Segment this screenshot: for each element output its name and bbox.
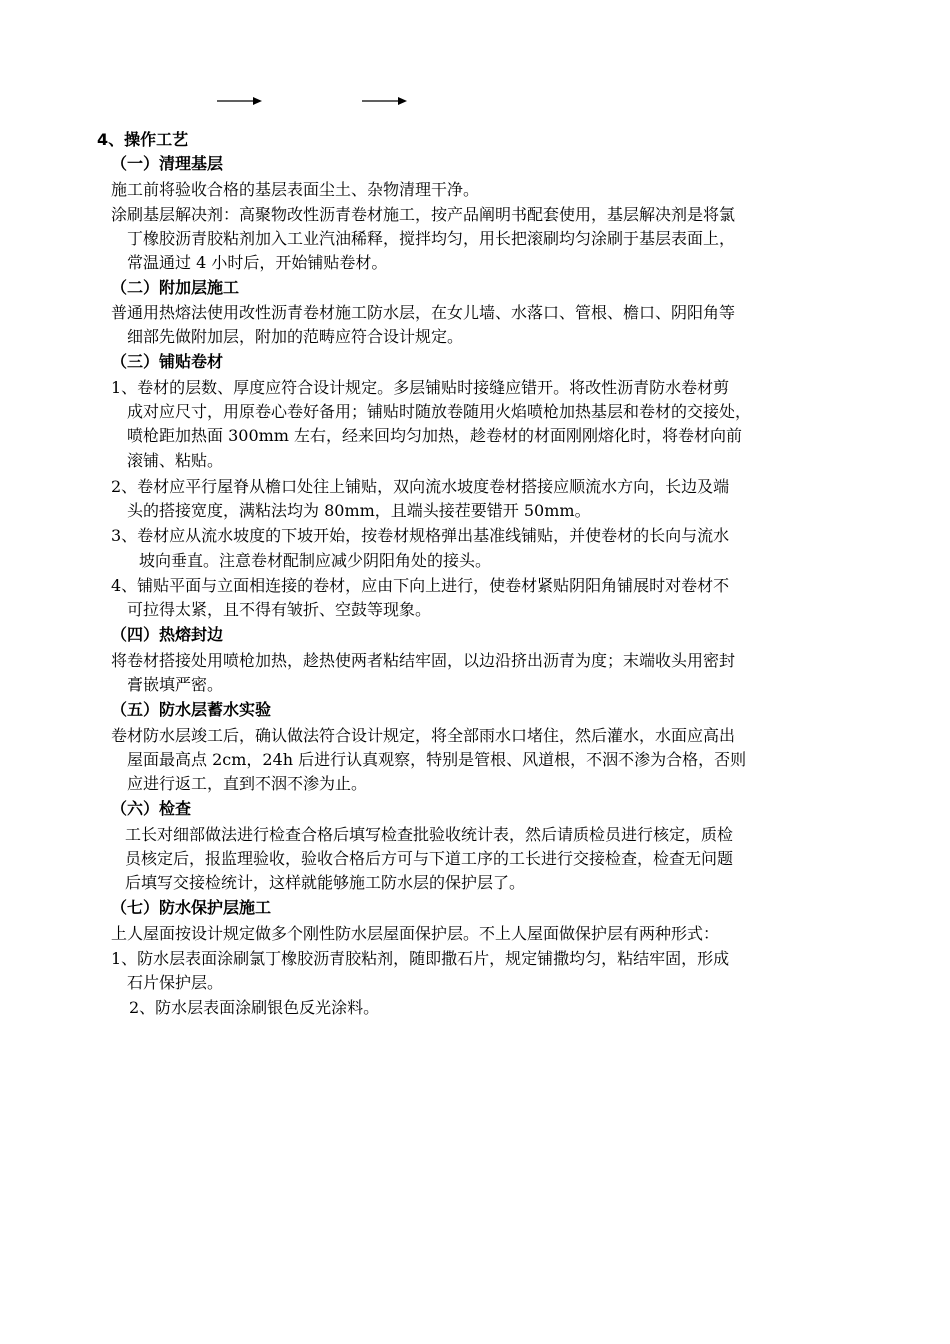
subsection-title: （二）附加层施工 xyxy=(111,278,240,297)
subsection-title: （四）热熔封边 xyxy=(111,625,224,644)
list-item-line: 2、卷材应平行屋脊从檐口处往上铺贴，双向流水坡度卷材搭接应顺流水方向，长边及端 xyxy=(111,477,730,496)
paragraph-line: 屋面最高点 2cm，24h 后进行认真观察，特别是管根、风道根，不洇不渗为合格，否则 xyxy=(127,750,747,769)
paragraph-line: 施工前将验收合格的基层表面尘土、杂物清理干净。 xyxy=(111,180,480,199)
list-item-line: 4、铺贴平面与立面相连接的卷材，应由下向上进行，使卷材紧贴阴阳角铺展时对卷材不 xyxy=(111,576,730,595)
list-item-line: 可拉得太紧，且不得有皱折、空鼓等现象。 xyxy=(127,600,432,619)
subsection-title: （七）防水保护层施工 xyxy=(111,898,272,917)
list-item-line: 坡向垂直。注意卷材配制应减少阴阳角处的接头。 xyxy=(139,551,492,570)
paragraph-line: 工长对细部做法进行检查合格后填写检查批验收统计表，然后请质检员进行核定，质检 xyxy=(125,825,734,844)
list-item-line: 3、卷材应从流水坡度的下坡开始，按卷材规格弹出基准线铺贴，并使卷材的长向与流水 xyxy=(111,526,730,545)
paragraph-line: 细部先做附加层，附加的范畴应符合设计规定。 xyxy=(127,327,464,346)
list-item-line: 头的搭接宽度，满粘法均为 80mm，且端头接茬要错开 50mm。 xyxy=(127,501,591,520)
paragraph-line: 上人屋面按设计规定做多个刚性防水层屋面保护层。不上人屋面做保护层有两种形式： xyxy=(111,924,720,943)
paragraph-line: 将卷材搭接处用喷枪加热，趁热使两者粘结牢固，以边沿挤出沥青为度；末端收头用密封 xyxy=(111,651,736,670)
list-item-line: 石片保护层。 xyxy=(127,973,224,992)
arrow-icon xyxy=(217,95,263,107)
paragraph-line: 常温通过 4 小时后，开始铺贴卷材。 xyxy=(127,253,388,272)
list-item-line: 1、卷材的层数、厚度应符合设计规定。多层铺贴时接缝应错开。将改性沥青防水卷材剪 xyxy=(111,378,730,397)
list-item-line: 2、防水层表面涂刷银色反光涂料。 xyxy=(129,998,380,1017)
section-heading: 4、操作工艺 xyxy=(97,130,189,149)
subsection-title: （五）防水层蓄水实验 xyxy=(111,700,272,719)
paragraph-line: 丁橡胶沥青胶粘剂加入工业汽油稀释，搅拌均匀，用长把滚刷均匀涂刷于基层表面上， xyxy=(127,229,736,248)
subsection-title: （一）清理基层 xyxy=(111,154,224,173)
paragraph-line: 员核定后，报监理验收，验收合格后方可与下道工序的工长进行交接检查，检查无问题 xyxy=(125,849,734,868)
paragraph-line: 卷材防水层竣工后，确认做法符合设计规定，将全部雨水口堵住，然后灌水，水面应高出 xyxy=(111,726,736,745)
paragraph-line: 涂刷基层解决剂：高聚物改性沥青卷材施工，按产品阐明书配套使用，基层解决剂是将氯 xyxy=(111,205,736,224)
paragraph-line: 膏嵌填严密。 xyxy=(127,675,224,694)
arrow-icon xyxy=(362,95,408,107)
subsection-title: （六）检查 xyxy=(111,799,192,818)
subsection-title: （三）铺贴卷材 xyxy=(111,352,224,371)
paragraph-line: 后填写交接检统计，这样就能够施工防水层的保护层了。 xyxy=(125,873,526,892)
list-item-line: 1、防水层表面涂刷氯丁橡胶沥青胶粘剂，随即撒石片，规定铺撒均匀，粘结牢固，形成 xyxy=(111,949,730,968)
list-item-line: 成对应尺寸，用原卷心卷好备用；铺贴时随放卷随用火焰喷枪加热基层和卷材的交接处， xyxy=(127,402,752,421)
paragraph-line: 应进行返工，直到不洇不渗为止。 xyxy=(127,774,368,793)
list-item-line: 滚铺、粘贴。 xyxy=(127,451,224,470)
paragraph-line: 普通用热熔法使用改性沥青卷材施工防水层，在女儿墙、水落口、管根、檐口、阴阳角等 xyxy=(111,303,736,322)
list-item-line: 喷枪距加热面 300mm 左右，经来回均匀加热，趁卷材的材面刚刚熔化时，将卷材向前 xyxy=(127,426,743,445)
